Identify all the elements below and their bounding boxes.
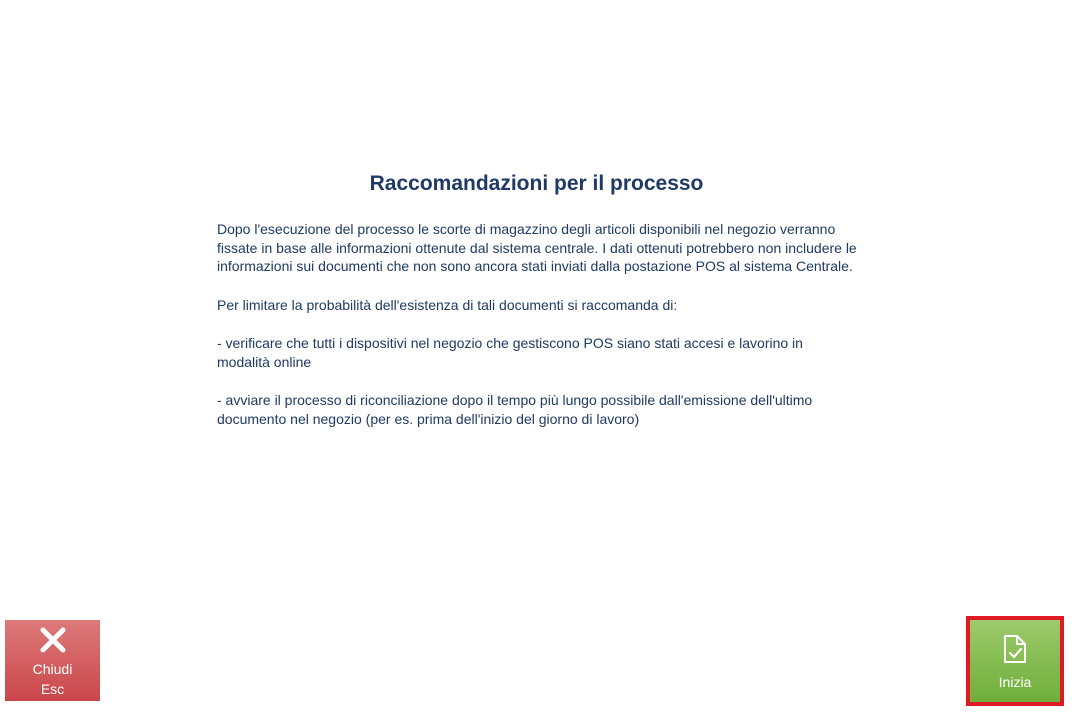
dialog-title: Raccomandazioni per il processo: [369, 172, 704, 195]
paragraph-intro: Dopo l'esecuzione del processo le scorte di magazzino degli articoli disponibili nel negozio verranno fissate in base alle informazioni ottenute dal sistema centrale. I dati ottenuti potrebbero non includere le informazioni sui documenti che non sono ancora stati inviati dalla postazione POS al sistema Centrale.: [217, 221, 857, 274]
document-check-icon: [1001, 634, 1029, 664]
close-icon: [38, 625, 68, 655]
paragraph-bullet-timing: - avviare il processo di riconciliazione dopo il tempo più lungo possibile dall'emissione dell'ultimo documento nel negozio (per es. prima dell'inizio del giorno di lavoro): [217, 392, 813, 427]
dialog-content: [217, 220, 857, 448]
close-button[interactable]: [5, 620, 100, 701]
paragraph-recommendation: Per limitare la probabilità dell'esistenza di tali documenti si raccomanda di:: [217, 296, 678, 313]
start-button-label: Inizia: [998, 674, 1032, 690]
start-button[interactable]: [970, 620, 1060, 702]
close-button-label: Chiudi: [32, 660, 73, 677]
close-button-shortcut: Esc: [40, 680, 65, 697]
paragraph-bullet-online: - verificare che tutti i dispositivi nel negozio che gestiscono POS siano stati accesi e lavorino in modalità online: [217, 335, 803, 370]
